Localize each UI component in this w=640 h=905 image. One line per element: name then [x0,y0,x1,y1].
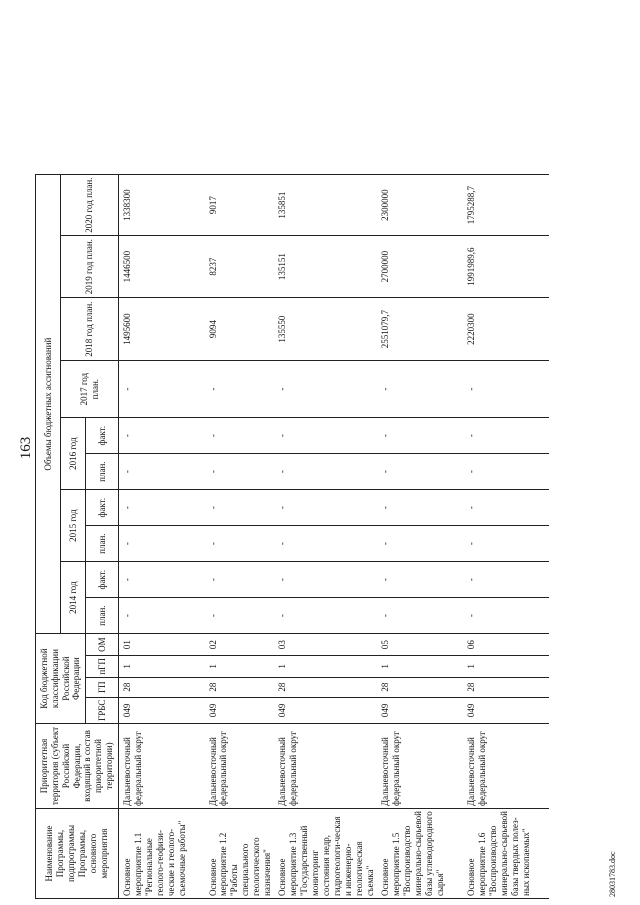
row-2017: - [463,361,549,418]
row-name: Основное мероприятие 1.6 "Воспроизводство минерально-сырьевой базы твердых полез-ных ископаемых" [463,809,549,899]
row-2018: 1495600 [119,298,205,361]
row-grbs: 049 [463,697,549,723]
row-fact-2014: - [205,562,275,598]
row-2019: 1446500 [119,236,205,298]
header-plan-2014: план. [86,598,119,634]
row-2019: 8237 [205,236,275,298]
row-plan-2015: - [274,526,377,562]
row-name: Основное мероприятие 1.2 "Работы специального геологического назначения" [205,809,275,899]
row-fact-2014: - [463,562,549,598]
row-plan-2015: - [119,526,205,562]
row-fact-2016: - [119,418,205,454]
row-2019: 135151 [274,236,377,298]
row-pgp: 1 [205,656,275,678]
row-2020: 2300000 [377,175,463,236]
row-territory: Дальневосточный федеральный округ [274,724,377,809]
table-row [274,175,377,899]
header-fact-2015: факт. [86,490,119,526]
row-territory: Дальневосточный федеральный округ [463,724,549,809]
row-territory: Дальневосточный федеральный округ [377,724,463,809]
row-fact-2015: - [119,490,205,526]
row-plan-2016: - [463,454,549,490]
row-2018: 135550 [274,298,377,361]
header-year-2019: 2019 год план. [61,236,119,298]
row-plan-2014: - [377,598,463,634]
row-pgp: 1 [377,656,463,678]
row-2018: 2220300 [463,298,549,361]
row-gp: 28 [205,677,275,697]
header-grbs: ГРБС [86,697,119,723]
row-2019: 2700000 [377,236,463,298]
row-fact-2015: - [377,490,463,526]
row-2017: - [377,361,463,418]
row-plan-2015: - [377,526,463,562]
row-2017: - [119,361,205,418]
row-name: Основное мероприятие 1.3 "Государственный мониторинг состояния недр, гидрогеологи-ческая и инженерно-геологическая съемка" [274,809,377,899]
table-row [463,175,549,899]
header-year-2020: 2020 год план. [61,175,119,236]
row-grbs: 049 [205,697,275,723]
row-plan-2016: - [205,454,275,490]
header-year-2014: 2014 год [61,562,86,634]
row-fact-2015: - [463,490,549,526]
page-number: 163 [18,436,34,460]
header-pgp: пГП [86,656,119,678]
budget-allocation-table [35,174,549,899]
header-year-2018: 2018 год план. [61,298,119,361]
header-year-2017: 2017 год план. [61,361,119,418]
row-gp: 28 [119,677,205,697]
row-fact-2014: - [274,562,377,598]
header-om: ОМ [86,634,119,656]
header-gp: ГП [86,677,119,697]
row-2018: 9094 [205,298,275,361]
row-gp: 28 [274,677,377,697]
row-plan-2016: - [119,454,205,490]
row-fact-2014: - [377,562,463,598]
row-plan-2016: - [377,454,463,490]
row-2018: 2551079,7 [377,298,463,361]
header-volumes: Объемы бюджетных ассигнований [36,175,61,634]
header-budget-code: Код бюджетной классификации Российской Федерации [36,634,86,724]
row-pgp: 1 [463,656,549,678]
row-plan-2016: - [274,454,377,490]
row-name: Основное мероприятие 1.5 "Воспроизводство минерально-сырьевой базы углеводородного сырья" [377,809,463,899]
header-fact-2016: факт. [86,418,119,454]
footer-filename: 28031783.doc [608,851,617,897]
row-fact-2015: - [274,490,377,526]
header-fact-2014: факт. [86,562,119,598]
row-gp: 28 [463,677,549,697]
row-pgp: 1 [274,656,377,678]
header-territory: Приоритетная территория (субъект Российской Федерации, входящий в состав приоритетной территории) [36,724,119,809]
row-plan-2014: - [119,598,205,634]
row-territory: Дальневосточный федеральный округ [205,724,275,809]
header-year-2016: 2016 год [61,418,86,490]
table-row [119,175,205,899]
row-plan-2015: - [205,526,275,562]
row-pgp: 1 [119,656,205,678]
row-2017: - [205,361,275,418]
row-plan-2014: - [205,598,275,634]
row-fact-2014: - [119,562,205,598]
row-plan-2014: - [463,598,549,634]
row-fact-2015: - [205,490,275,526]
row-2017: - [274,361,377,418]
row-2020: 1338300 [119,175,205,236]
row-om: 06 [463,634,549,656]
row-territory: Дальневосточный федеральный округ [119,724,205,809]
row-om: 05 [377,634,463,656]
row-fact-2016: - [205,418,275,454]
header-plan-2015: план. [86,526,119,562]
row-2020: 9017 [205,175,275,236]
row-om: 01 [119,634,205,656]
header-plan-2016: план. [86,454,119,490]
row-gp: 28 [377,677,463,697]
row-fact-2016: - [463,418,549,454]
table-row [377,175,463,899]
header-name: Наименование Программы, подпрограммы Программы, основного мероприятия [36,809,119,899]
row-plan-2015: - [463,526,549,562]
row-grbs: 049 [274,697,377,723]
row-om: 02 [205,634,275,656]
row-grbs: 049 [119,697,205,723]
row-plan-2014: - [274,598,377,634]
row-name: Основное мероприятие 1.1 "Региональные геолого-геофизи-ческие и геолого-съемочные работы" [119,809,205,899]
row-2020: 135851 [274,175,377,236]
row-fact-2016: - [274,418,377,454]
row-2020: 1795288,7 [463,175,549,236]
row-2019: 1991989,6 [463,236,549,298]
row-grbs: 049 [377,697,463,723]
row-fact-2016: - [377,418,463,454]
header-year-2015: 2015 год [61,490,86,562]
table-row [205,175,275,899]
row-om: 03 [274,634,377,656]
